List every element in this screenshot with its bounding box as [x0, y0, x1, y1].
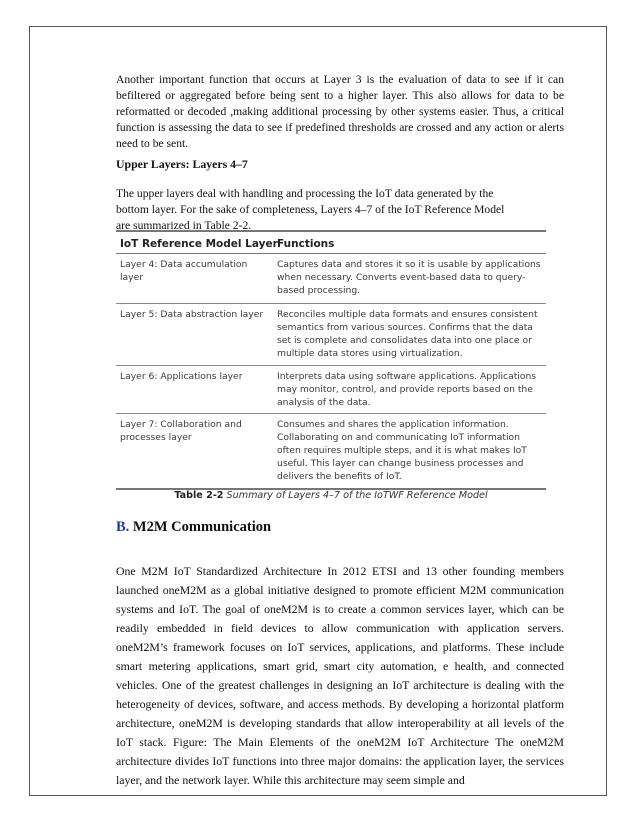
- paragraph-upper-layers: The upper layers deal with handling and processing the IoT data generated by the bottom layer. For the sake of completeness, Layers 4–7 of the IoT Reference Model are summarized in Table 2-2.: [116, 187, 505, 232]
- row-functions: Captures data and stores it so it is usable by applications when necessary. Converts event-based data to query-based processing.: [277, 259, 541, 296]
- paragraph-onem2m: One M2M IoT Standardized Architecture In 2012 ETSI and 13 other founding members launched oneM2M as a global initiative designed to promote efficient M2M communication systems and IoT. The goal of oneM2M is to create a common services layer, which can be readily embedded in field devices to allow communication with application servers. oneM2M’s framework focuses on IoT services, applications, and platforms. These include smart metering applications, smart grid, smart city automation, e health, and connected vehicles. One of the greatest challenges in designing an IoT architecture is dealing with the heterogeneity of devices, software, and access methods. By developing a horizontal platform architecture, oneM2M is developing standards that allow interoperability at all levels of the IoT stack. Figure: The Main Elements of the oneM2M IoT Architecture The oneM2M architecture divides IoT functions into three major domains: the application layer, the services layer, and the network layer. While this architecture may seem simple and: [116, 564, 564, 787]
- row-layer: Layer 7: Collaboration and processes layer: [120, 419, 242, 443]
- section-title: M2M Communication: [132, 519, 272, 535]
- table-row: [116, 366, 546, 414]
- row-layer: Layer 4: Data accumulation layer: [120, 259, 248, 283]
- table-caption: [116, 490, 546, 501]
- table-row: [116, 254, 546, 304]
- row-layer: Layer 6: Applications layer: [120, 371, 243, 382]
- row-layer: Layer 5: Data abstraction layer: [120, 309, 264, 320]
- section-heading: [116, 519, 271, 536]
- row-functions: Consumes and shares the application information. Collaborating on and communicating IoT information often requires multiple steps, and it is what makes IoT useful. This layer can change business processes and delivers the benefits of IoT.: [277, 419, 527, 482]
- row-functions: Reconciles multiple data formats and ensures consistent semantics from various sources. Confirms that the data set is complete and consolidates data into one place or multiple data stores using virtualization.: [277, 309, 538, 359]
- upper-layers-heading: Upper Layers: Layers 4–7: [116, 157, 248, 171]
- layers-table: [116, 230, 546, 492]
- caption-label: Table 2-2: [174, 490, 224, 501]
- row-functions: Interprets data using software applications. Applications may monitor, control, and provide reports based on the analysis of the data.: [277, 371, 537, 408]
- table-header: [116, 230, 546, 254]
- table-row: [116, 414, 546, 490]
- header-functions: Functions: [277, 238, 335, 250]
- caption-text: Summary of Layers 4–7 of the IoTWF Reference Model: [226, 490, 488, 501]
- paragraph-layer3: Another important function that occurs at Layer 3 is the evaluation of data to see if it can befiltered or aggregated before being sent to a higher layer. This also allows for data to be reformatted or decoded ,making additional processing by other systems easier. Thus, a critical function is assessing the data to see if predefined thresholds are crossed and any action or alerts need to be sent.: [116, 73, 564, 150]
- table-row: [116, 304, 546, 366]
- section-letter: B.: [116, 519, 130, 535]
- header-layer: IoT Reference Model Layer: [120, 238, 278, 250]
